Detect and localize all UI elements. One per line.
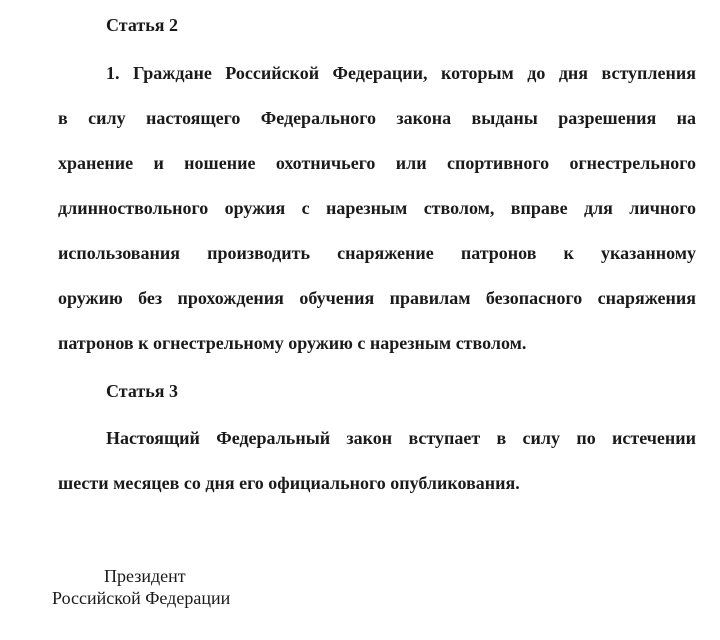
paragraph-line: оружию без прохождения обучения правилам безопасного снаряжения (58, 288, 696, 308)
article-2-heading: Статья 2 (106, 15, 178, 35)
paragraph-line: хранение и ношение охотничьего или спортивного огнестрельного (58, 153, 696, 173)
paragraph-line: шести месяцев со дня его официального опубликования. (58, 473, 520, 493)
signature-org: Российской Федерации (52, 588, 231, 608)
paragraph-line: Настоящий Федеральный закон вступает в силу по истечении (106, 428, 696, 448)
paragraph-line: в силу настоящего Федерального закона выданы разрешения на (58, 108, 696, 128)
article-3-paragraph (58, 427, 696, 517)
paragraph-line: 1. Граждане Российской Федерации, которым до дня вступления (106, 63, 696, 83)
paragraph-line: длинноствольного оружия с нарезным стволом, вправе для личного (58, 198, 696, 218)
signature-title: Президент (104, 566, 186, 586)
paragraph-line: патронов к огнестрельному оружию с нарезным стволом. (58, 333, 527, 353)
article-3-heading: Статья 3 (106, 381, 178, 401)
article-2-paragraph (58, 62, 696, 377)
paragraph-line: использования производить снаряжение патронов к указанному (58, 243, 696, 263)
